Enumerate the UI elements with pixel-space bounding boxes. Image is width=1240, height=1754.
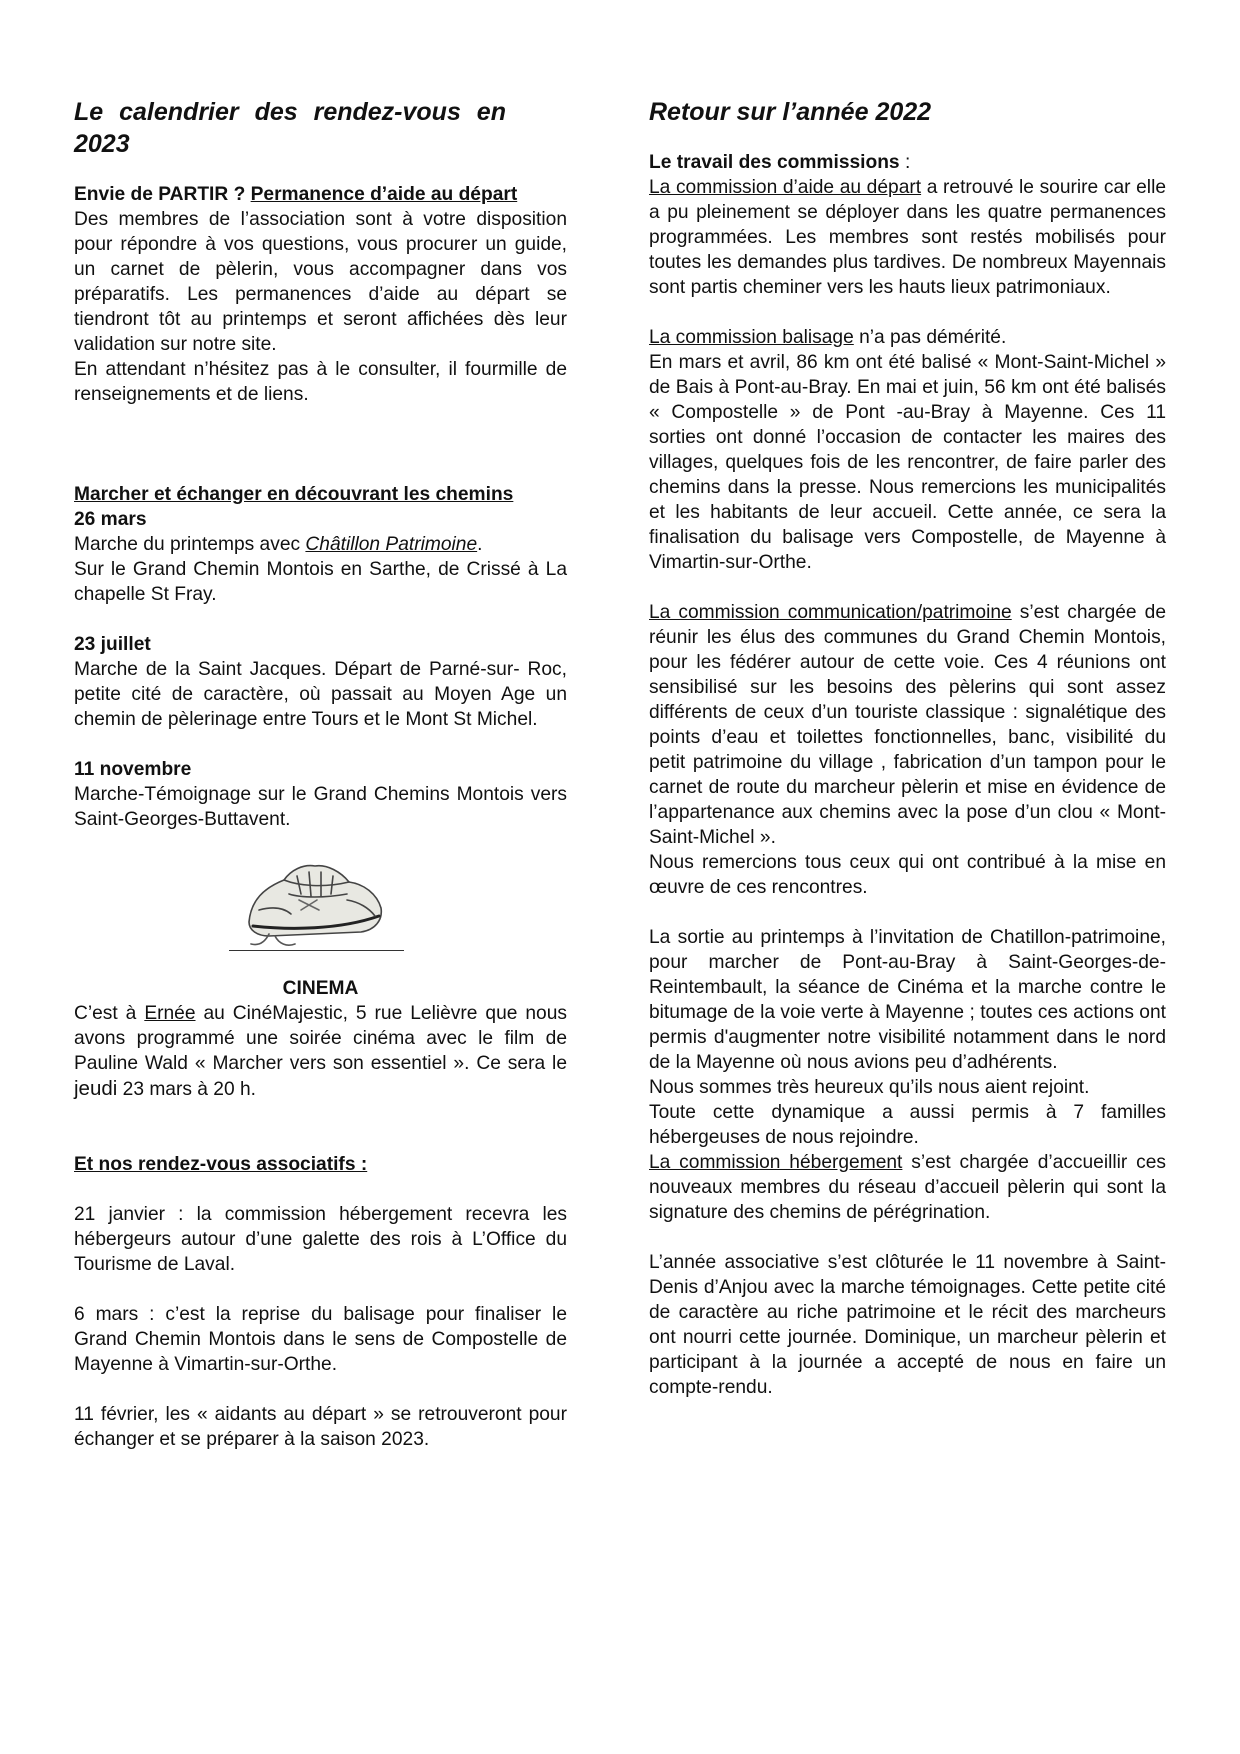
commission-balisage-body: n’a pas démérité.	[853, 327, 1007, 348]
cinema-body	[74, 1001, 567, 1102]
left-heading: Le calendrier des rendez-vous en 2023	[74, 98, 506, 158]
commission-aide	[649, 175, 1166, 300]
travail-heading: Le travail des commissions	[649, 152, 900, 173]
assoc-p2: 6 mars : c’est la reprise du balisage pour finaliser le Grand Chemin Montois dans le sens de Compostelle de Mayenne à Vimartin-sur-Orthe.	[74, 1304, 567, 1375]
commission-hebergement	[649, 1150, 1166, 1225]
commission-communication-more: Nous remercions tous ceux qui ont contribué à la mise en œuvre de ces rencontres.	[649, 852, 1166, 898]
dynamique-line: Toute cette dynamique a aussi permis à 7 familles hébergeuses de nous rejoindre.	[649, 1102, 1166, 1148]
event-1-post: .	[477, 534, 483, 555]
cinema-end: 23 mars à 20 h.	[117, 1079, 256, 1100]
event-2-body: Marche de la Saint Jacques. Départ de Parné-sur- Roc, petite cité de caractère, où passait au Moyen Age un chemin de pèlerinage entre Tours et le Mont St Michel.	[74, 659, 567, 730]
cinema-heading: CINEMA	[282, 978, 359, 999]
commission-communication-body: s’est chargée de réunir les élus des communes du Grand Chemin Montois, pour les fédérer autour de cette voie. Ces 4 réunions ont sensibilisé sur les besoins des pèlerins qui sont assez différents de ceux d’un touriste classique : signalétique des points d’eau et toilettes fonctionnelles, banc, visibilité du petit patrimoine du village , fabrication d’un tampon pour le carnet de route du marcheur pèlerin et mise en évidence de l’appartenance aux chemins avec la pose d’un clou « Mont-Saint-Michel ».	[649, 602, 1166, 848]
right-column	[649, 96, 1166, 1400]
annee-paragraph: L’année associative s’est clôturée le 11 novembre à Saint-Denis d’Anjou avec la marche témoignages. Cette petite cité de caractère au riche patrimoine et le récit des marcheurs ont nourri cette journée. Dominique, un marcheur pèlerin et participant à la journée a accepté de nous en faire un compte-rendu.	[649, 1252, 1166, 1398]
event-2-date: 23 juillet	[74, 634, 151, 655]
commission-hebergement-link: La commission hébergement	[649, 1152, 903, 1173]
commission-hebergement-body: s’est chargée d’accueillir ces nouveaux membres du réseau d’accueil pèlerin qui sont la signature des chemins de pérégrination.	[649, 1152, 1166, 1223]
partir-body: Des membres de l’association sont à votre disposition pour répondre à vos questions, vous procurer un guide, un carnet de pèlerin, vous accompagner dans vos préparatifs. Les permanences d’aide au départ se tiendront tôt au printemps et seront affichées dès leur validation sur notre site.	[74, 209, 567, 355]
travail-colon: :	[899, 152, 911, 173]
assoc-heading: Et nos rendez-vous associatifs :	[74, 1154, 368, 1175]
assoc-p3: 11 février, les « aidants au départ » se retrouveront pour échanger et se préparer à la saison 2023.	[74, 1404, 567, 1450]
partir-lead	[74, 182, 567, 207]
cinema-pre: C’est à	[74, 1003, 145, 1024]
marcher-heading: Marcher et échanger en découvrant les chemins	[74, 484, 514, 505]
event-1-date: 26 mars	[74, 509, 147, 530]
commission-aide-body: a retrouvé le sourire car elle a pu pleinement se déployer dans les quatre permanences programmées. Les membres sont restés mobilisés pour toutes les demandes plus tardives. De nombreux Mayennais sont partis cheminer vers les hauts lieux patrimoniaux.	[649, 177, 1166, 298]
cinema-text: au CinéMajestic, 5 rue Lelièvre que nous avons programmé une soirée cinéma avec le film de Pauline Wald « Marcher vers son essentiel ». Ce sera le	[74, 1003, 567, 1074]
ernee-link: Ernée	[144, 1003, 196, 1024]
hiking-shoes-illustration	[229, 850, 399, 950]
event-1-pre: Marche du printemps avec	[74, 534, 306, 555]
event-3-body: Marche-Témoignage sur le Grand Chemins Montois vers Saint-Georges-Buttavent.	[74, 784, 567, 830]
commission-aide-link: La commission d’aide au départ	[649, 177, 922, 198]
heureux-line: Nous sommes très heureux qu’ils nous aient rejoint.	[649, 1077, 1090, 1098]
assoc-p1: 21 janvier : la commission hébergement recevra les hébergeurs autour d’une galette des rois à L’Office du Tourisme de Laval.	[74, 1204, 567, 1275]
commission-balisage-link: La commission balisage	[649, 327, 854, 348]
event-1-line	[74, 532, 567, 557]
event-1-body: Sur le Grand Chemin Montois en Sarthe, de Crissé à La chapelle St Fray.	[74, 559, 567, 605]
right-heading: Retour sur l’année 2022	[649, 98, 932, 126]
partir-lead-link: Permanence d’aide au départ	[250, 184, 518, 205]
cinema-jeudi: jeudi	[74, 1077, 118, 1100]
travail-line	[649, 150, 1166, 175]
chatillon-link: Châtillon Patrimoine	[305, 534, 478, 555]
left-column	[74, 96, 567, 1452]
commission-balisage	[649, 325, 1166, 350]
sortie-paragraph: La sortie au printemps à l’invitation de Chatillon-patrimoine, pour marcher de Pont-au-Bray à Saint-Georges-de-Reintembault, la séance de Cinéma et la marche contre le bitumage de la voie verte à Mayenne ; toutes ces actions ont permis d'augmenter notre visibilité notamment dans le nord de la Mayenne où nous avions peu d’adhérents.	[649, 927, 1166, 1073]
event-3-date: 11 novembre	[74, 759, 192, 780]
partir-lead-text: Envie de PARTIR ?	[74, 184, 251, 205]
partir-body2: En attendant n’hésitez pas à le consulter, il fourmille de renseignements et de liens.	[74, 359, 567, 405]
commission-communication	[649, 600, 1166, 850]
commission-balisage-more: En mars et avril, 86 km ont été balisé « Mont-Saint-Michel » de Bais à Pont-au-Bray. En mai et juin, 56 km ont été balisés « Compostelle » de Pont -au-Bray à Mayenne. Ces 11 sorties ont donné l’occasion de contacter les maires des villages, quelques fois de les rencontrer, de faire parler des chemins dans la presse. Nous remercions les municipalités et les habitants de leur accueil. Cette année, ce sera la finalisation du balisage vers Compostelle, de Mayenne à Vimartin-sur-Orthe.	[649, 352, 1166, 573]
commission-communication-link: La commission communication/patrimoine	[649, 602, 1012, 623]
